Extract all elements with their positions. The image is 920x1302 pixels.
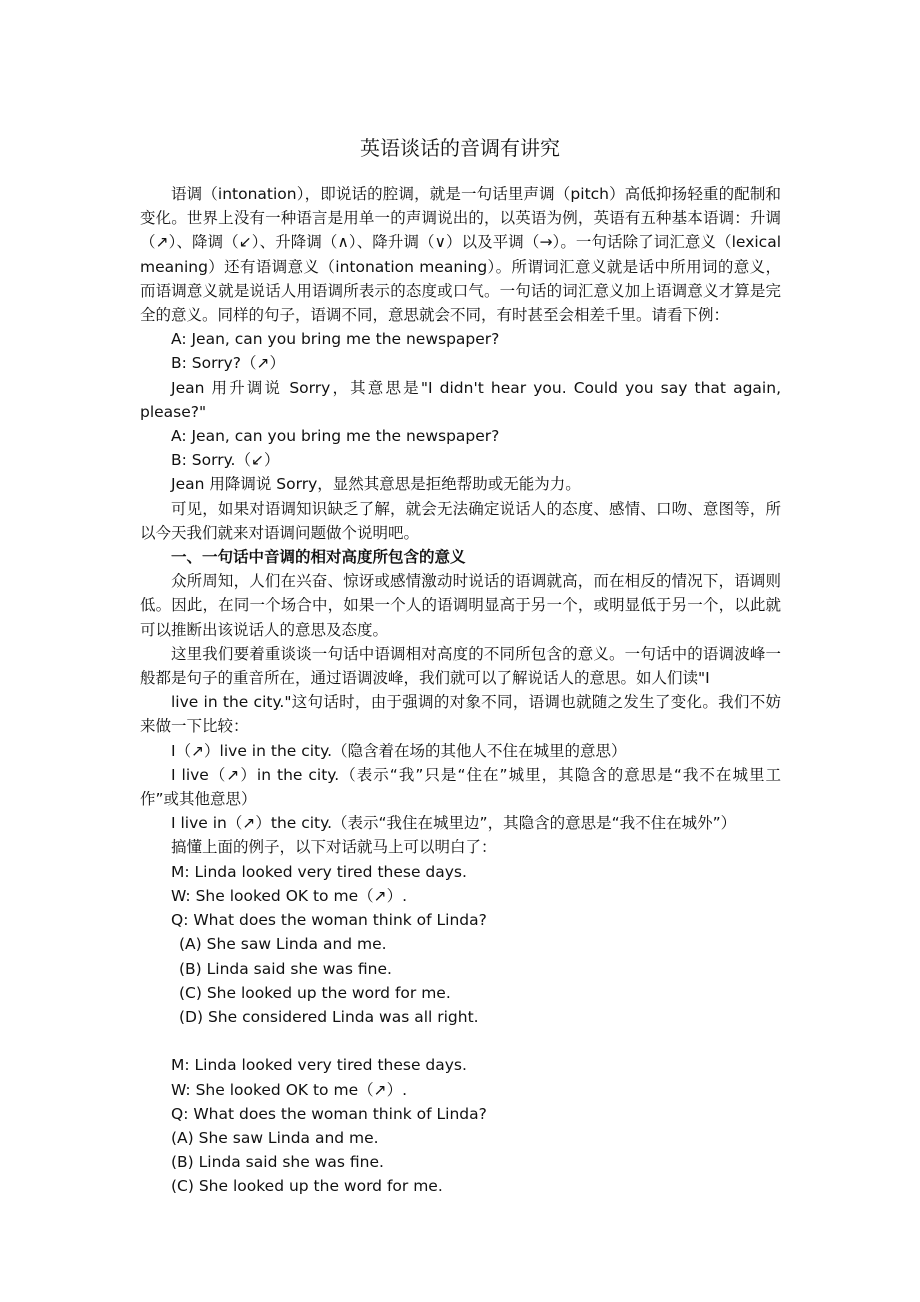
- dialogue-line: W: She looked OK to me（↗）.: [171, 1080, 408, 1099]
- body-paragraph: live in the city."这句话时，由于强调的对象不同，语调也就随之发生了变化。我们不妨来做一下比较：: [140, 693, 781, 736]
- answer-option: (A) She saw Linda and me.: [179, 935, 387, 954]
- answer-option: (C) She looked up the word for me.: [171, 1177, 443, 1196]
- answer-option: (B) Linda said she was fine.: [171, 1153, 384, 1172]
- example-line: B: Sorry.（↙）: [171, 451, 280, 470]
- example-line: A: Jean, can you bring me the newspaper?: [171, 330, 500, 349]
- example-line: I live（↗）in the city.（表示“我”只是“住在”城里，其隐含的意思是“我不在城里工作”或其他意思）: [140, 765, 781, 809]
- body-paragraph: 搞懂上面的例子，以下对话就马上可以明白了：: [171, 838, 497, 857]
- body-paragraph: 这里我们要着重谈谈一句话中语调相对高度的不同所包含的意义。一句话中的语调波峰一般都是句子的重音所在，通过语调波峰，我们就可以了解说话人的意思。如人们读"I: [140, 644, 781, 688]
- answer-option: (D) She considered Linda was all right.: [179, 1007, 479, 1026]
- example-line: B: Sorry?（↗）: [171, 354, 285, 373]
- dialogue-line: M: Linda looked very tired these days.: [171, 862, 467, 881]
- answer-option: (C) She looked up the word for me.: [179, 983, 451, 1002]
- dialogue-line: M: Linda looked very tired these days.: [171, 1056, 467, 1075]
- document-body: [140, 182, 781, 1199]
- example-explanation: Jean 用升调说 Sorry，其意思是"I didn't hear you. Could you say that again, please?": [140, 378, 781, 421]
- dialogue-line: W: She looked OK to me（↗）.: [171, 886, 408, 905]
- answer-option: (B) Linda said she was fine.: [179, 959, 392, 978]
- page-title: 英语谈话的音调有讲究: [360, 136, 560, 160]
- example-line: I（↗）live in the city.（隐含着在场的其他人不住在城里的意思）: [171, 741, 627, 760]
- question-line: Q: What does the woman think of Linda?: [171, 911, 487, 930]
- question-line: Q: What does the woman think of Linda?: [171, 1104, 487, 1123]
- blank-line: [140, 1029, 781, 1053]
- answer-option: (A) She saw Linda and me.: [171, 1128, 379, 1147]
- section-heading: 一、一句话中音调的相对高度所包含的意义: [171, 548, 466, 567]
- intro-paragraph: 语调（intonation），即说话的腔调，就是一句话里声调（pitch）高低抑扬轻重的配制和变化。世界上没有一种语言是用单一的声调说出的，以英语为例，英语有五种基本语调：升调（↗）、降调（↙）、升降调（∧）、降升调（∨）以及平调（→）。一句话除了词汇意义（lexical meaning）还有语调意义（intonation meaning）。所谓词汇意义就是话中所用词的意义，而语调意义就是说话人用语调所表示的态度或口气。一句话的词汇意义加上语调意义才算是完全的意义。同样的句子，语调不同，意思就会不同，有时甚至会相差千里。请看下例：: [140, 185, 781, 325]
- body-paragraph: 可见，如果对语调知识缺乏了解，就会无法确定说话人的态度、感情、口吻、意图等，所以今天我们就来对语调问题做个说明吧。: [140, 499, 781, 542]
- example-line: A: Jean, can you bring me the newspaper?: [171, 427, 500, 446]
- example-line: I live in（↗）the city.（表示“我住在城里边”，其隐含的意思是“我不住在城外”）: [171, 814, 737, 833]
- example-explanation: Jean 用降调说 Sorry，显然其意思是拒绝帮助或无能为力。: [171, 475, 581, 494]
- body-paragraph: 众所周知，人们在兴奋、惊讶或感情激动时说话的语调就高，而在相反的情况下，语调则低。因此，在同一个场合中，如果一个人的语调明显高于另一个，或明显低于另一个，以此就可以推断出该说话人的意思及态度。: [140, 572, 781, 639]
